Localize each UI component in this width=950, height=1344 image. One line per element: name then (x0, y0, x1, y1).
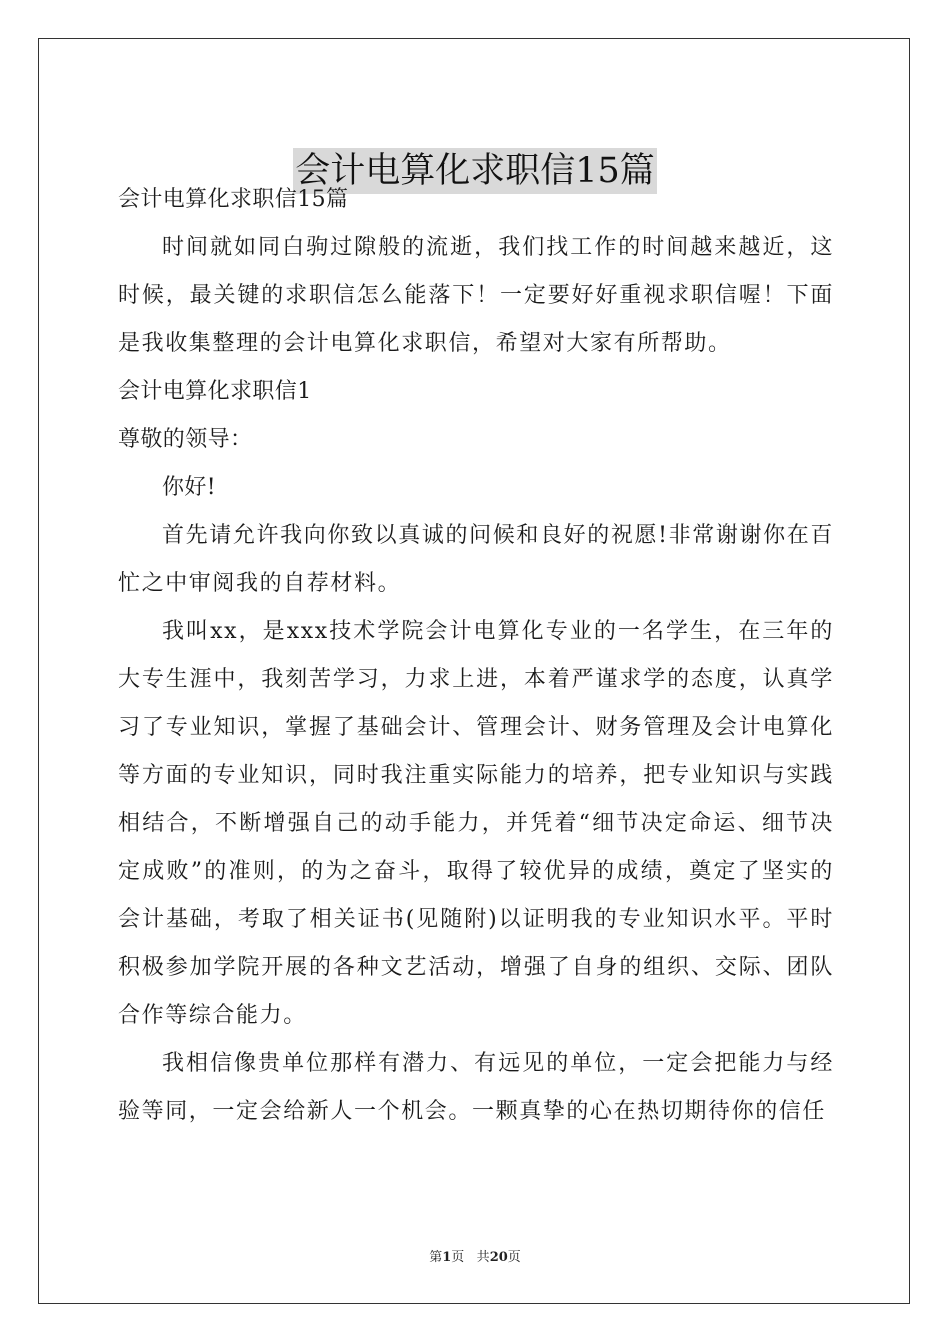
total-suffix: 页 (507, 1250, 521, 1265)
page-number: 1 (442, 1250, 452, 1265)
page-total: 20 (489, 1250, 508, 1265)
body-paragraph: 我叫xx，是xxx技术学院会计电算化专业的一名学生，在三年的大专生涯中，我刻苦学习，力求上进，本着严谨求学的态度，认真学习了专业知识，掌握了基础会计、管理会计、财务管理及会计电算化等方面的专业知识，同时我注重实际能力的培养，把专业知识与实践相结合，不断增强自己的动手能力，并凭着“细节决定命运、细节决定成败”的准则，的为之奋斗，取得了较优异的成绩，奠定了坚实的会计基础，考取了相关证书(见随附)以证明我的专业知识水平。平时积极参加学院开展的各种文艺活动，增强了自身的组织、交际、团队合作等综合能力。 (118, 619, 834, 1028)
total-prefix: 共 (476, 1250, 490, 1265)
intro-paragraph: 时间就如同白驹过隙般的流逝，我们找工作的时间越来越近，这时候，最关键的求职信怎么能落下！一定要好好重视求职信喔！下面是我收集整理的会计电算化求职信，希望对大家有所帮助。 (118, 235, 834, 356)
page-footer (0, 1246, 950, 1265)
body-paragraph: 首先请允许我向你致以真诚的问候和良好的祝愿!非常谢谢你在百忙之中审阅我的自荐材料。 (118, 523, 834, 596)
body-paragraph: 我相信像贵单位那样有潜力、有远见的单位，一定会把能力与经验等同，一定会给新人一个机会。一颗真挚的心在热切期待你的信任 (118, 1051, 834, 1124)
document-subtitle: 会计电算化求职信15篇 (118, 187, 349, 212)
page-suffix: 页 (451, 1250, 465, 1265)
section-heading: 会计电算化求职信1 (118, 379, 312, 404)
document-body (118, 176, 834, 1136)
document-title: 会计电算化求职信15篇 (293, 148, 657, 194)
greeting: 你好! (162, 475, 217, 500)
page-prefix: 第 (429, 1250, 443, 1265)
salutation: 尊敬的领导： (118, 427, 253, 452)
